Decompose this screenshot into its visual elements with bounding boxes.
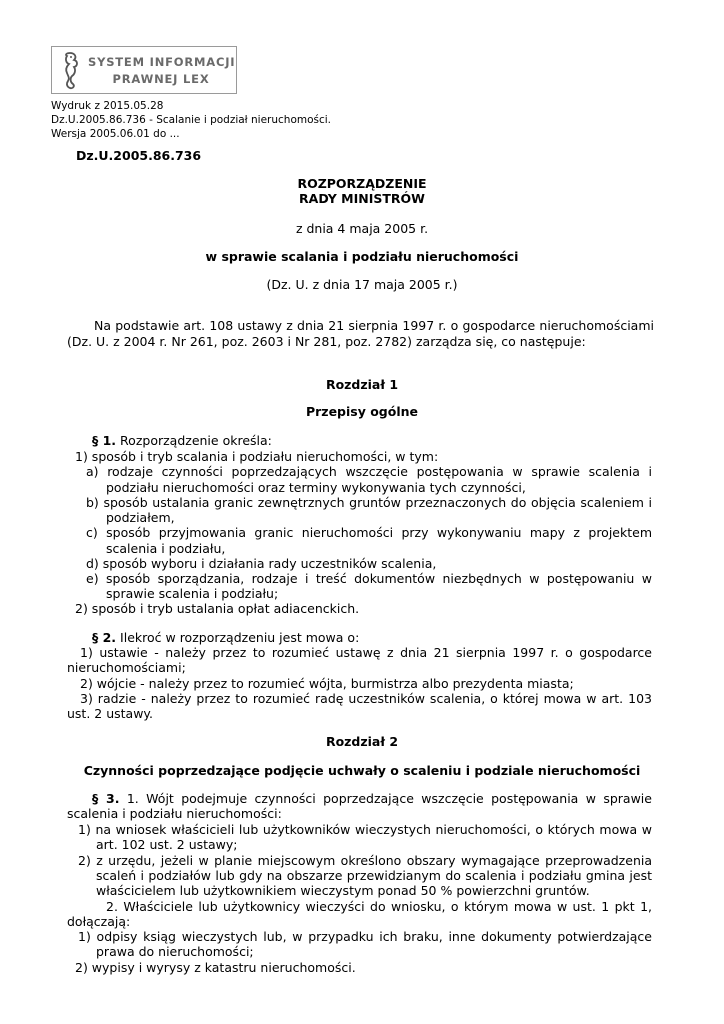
title-subject: w sprawie scalania i podziału nieruchomości	[205, 249, 519, 264]
p3-item-2-line-3: właścicielem lub użytkownikiem wieczystym ponad 50 % powierzchni gruntów.	[96, 883, 590, 898]
p1-item-1: 1) sposób i tryb scalania i podziału nieruchomości, w tym:	[75, 449, 439, 464]
p3-item-2-line-1: 2) z urzędu, jeżeli w planie miejscowym określono obszary wymagające przeprowadzenia	[78, 853, 652, 868]
chapter-2-heading: Rozdział 2	[325, 734, 399, 749]
p3-s2-item-1-line-1: 1) odpisy ksiąg wieczystych lub, w przypadku ich braku, inne dokumenty potwierdzające	[78, 929, 652, 944]
p1-item-b-line-2: podziałem,	[106, 510, 175, 525]
p2-item-3-line-1: 3) radzie - należy przez to rozumieć radę uczestników scalenia, o której mowa w art. 103	[80, 691, 652, 706]
chapter-1-heading: Rozdział 1	[325, 377, 399, 392]
title-line-1: ROZPORZĄDZENIE	[297, 176, 427, 191]
logo-line-2: PRAWNEJ LEX	[112, 72, 210, 86]
seahorse-icon	[60, 51, 82, 91]
paragraph-3-mark: § 3.	[92, 791, 120, 806]
p2-item-1-line-1: 1) ustawie - należy przez to rozumieć ustawę z dnia 21 sierpnia 1997 r. o gospodarce	[80, 645, 652, 660]
p1-item-b-line-1: b) sposób ustalania granic zewnętrznych gruntów przeznaczonych do objęcia scaleniem i	[86, 495, 652, 510]
p1-item-d: d) sposób wyboru i działania rady uczestników scalenia,	[86, 556, 437, 571]
paragraph-3-line-1-text: 1. Wójt podejmuje czynności poprzedzające wszczęcie postępowania w sprawie	[126, 791, 652, 806]
preamble-line-1: Na podstawie art. 108 ustawy z dnia 21 sierpnia 1997 r. o gospodarce nieruchomościami	[94, 318, 654, 333]
paragraph-1-intro-text: Rozporządzenie określa:	[120, 433, 272, 448]
p1-item-e-line-1: e) sposób sporządzania, rodzaje i treść dokumentów niezbędnych w postępowaniu w	[86, 571, 652, 586]
print-meta	[51, 99, 331, 141]
p3-section-2-line-2: dołączają:	[67, 914, 131, 929]
p1-item-a-line-2: podziału nieruchomości oraz terminy wykonywania tych czynności,	[106, 480, 526, 495]
p2-item-1-line-2: nieruchomościami;	[67, 660, 186, 675]
doc-version: Wersja 2005.06.01 do ...	[51, 128, 180, 140]
p1-item-2: 2) sposób i tryb ustalania opłat adiacenckich.	[75, 601, 360, 616]
doc-reference: Dz.U.2005.86.736 - Scalanie i podział nieruchomości.	[51, 114, 332, 126]
p2-item-3-line-2: ust. 2 ustawy.	[67, 706, 154, 721]
paragraph-3-line-1	[92, 791, 652, 806]
p1-item-e-line-2: sprawie scalenia i podziału;	[106, 586, 279, 601]
title-line-2: RADY MINISTRÓW	[299, 191, 425, 206]
paragraph-3-line-2: scalenia i podziału nieruchomości:	[67, 806, 282, 821]
p3-item-1-line-2: art. 102 ust. 2 ustawy;	[96, 837, 238, 852]
p1-item-a-line-1: a) rodzaje czynności poprzedzających wszczęcie postępowania w sprawie scalenia i	[86, 464, 652, 479]
p3-s2-item-1-line-2: prawa do nieruchomości;	[96, 944, 254, 959]
p3-item-2-line-2: scaleń i podziałów lub gdy na obszarze przewidzianym do scalenia i podziału gmina jest	[96, 868, 652, 883]
chapter-1-title: Przepisy ogólne	[305, 404, 419, 419]
paragraph-1-mark: § 1.	[92, 433, 117, 448]
print-date: Wydruk z 2015.05.28	[51, 100, 164, 112]
paragraph-1-intro	[92, 433, 272, 448]
p1-item-c-line-2: scalenia i podziału,	[106, 541, 226, 556]
paragraph-2-intro-text: Ilekroć w rozporządzeniu jest mowa o:	[120, 630, 360, 645]
p2-item-2: 2) wójcie - należy przez to rozumieć wójta, burmistrza albo prezydenta miasta;	[80, 676, 574, 691]
p3-item-1-line-1: 1) na wniosek właścicieli lub użytkowników wieczystych nieruchomości, o których mowa w	[78, 822, 652, 837]
p3-s2-item-2: 2) wypisy i wyrysy z katastru nieruchomości.	[75, 960, 356, 975]
lex-logo	[51, 46, 237, 94]
paragraph-2-intro	[92, 630, 359, 645]
title-publication: (Dz. U. z dnia 17 maja 2005 r.)	[266, 277, 458, 292]
p1-item-c-line-1: c) sposób przyjmowania granic nieruchomości przy wykonywaniu mapy z projektem	[86, 525, 652, 540]
preamble-line-2: (Dz. U. z 2004 r. Nr 261, poz. 2603 i Nr 281, poz. 2782) zarządza się, co następuje:	[67, 334, 586, 349]
paragraph-2-mark: § 2.	[92, 630, 117, 645]
title-date: z dnia 4 maja 2005 r.	[295, 221, 429, 236]
chapter-2-title: Czynności poprzedzające podjęcie uchwały o scaleniu i podziale nieruchomości	[83, 763, 641, 778]
doc-id: Dz.U.2005.86.736	[76, 148, 202, 163]
p3-section-2-line-1: 2. Właściciele lub użytkownicy wieczyści do wniosku, o którym mowa w ust. 1 pkt 1,	[106, 899, 652, 914]
logo-line-1: SYSTEM INFORMACJI	[88, 55, 236, 69]
